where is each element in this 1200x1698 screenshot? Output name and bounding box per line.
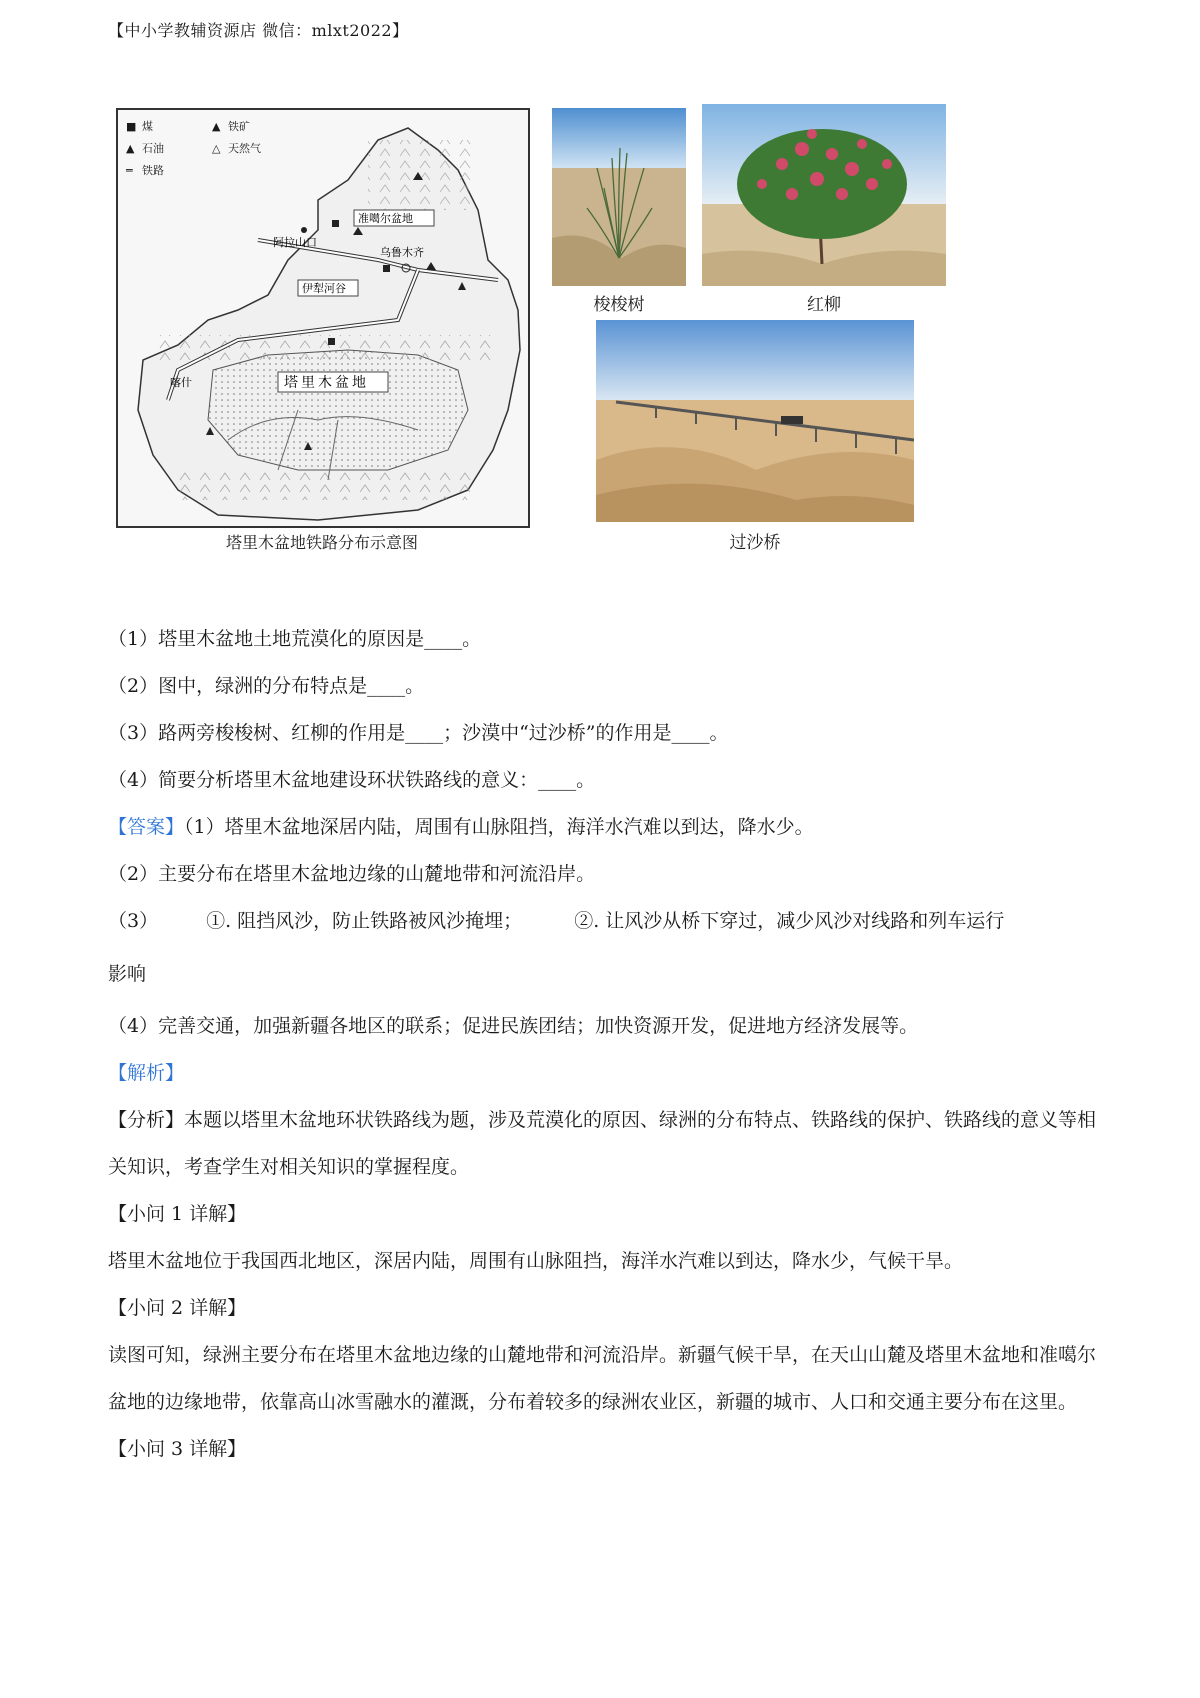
analysis-fenxi: 【分析】本题以塔里木盆地环状铁路线为题，涉及荒漠化的原因、绿洲的分布特点、铁路线的保护、铁路线的意义等相关知识，考查学生对相关知识的掌握程度。 [108,1109,1097,1178]
legend-symbol: ▲ [212,120,221,133]
label-junggar: 准噶尔盆地 [358,212,413,225]
map-caption: 塔里木盆地铁路分布示意图 [225,533,418,552]
answer-tag: 【答案】 [108,816,185,838]
legend-symbol: △ [212,142,221,155]
question-2: （2）图中，绿洲的分布特点是____。 [108,675,425,697]
legend-label: 石油 [142,142,164,155]
question-4: （4）简要分析塔里木盆地建设环状铁路线的意义：____。 [108,769,596,791]
coal-symbol [332,220,339,227]
saxaul-photo [552,108,686,286]
railway-map [108,104,536,554]
sub-question-2-text: 读图可知，绿洲主要分布在塔里木盆地边缘的山麓地带和河流沿岸。新疆气候干旱，在天山山麓及塔里木盆地和准噶尔盆地的边缘地带，依靠高山冰雪融水的灌溉，分布着较多的绿洲农业区，新疆的城市、人口和交通主要分布在这里。 [108,1344,1097,1413]
answer-3-part1: ①. 阻挡风沙，防止铁路被风沙掩埋； [206,910,523,932]
tamarisk-photo [702,104,946,286]
sub-question-1-text: 塔里木盆地位于我国西北地区，深居内陆，周围有山脉阻挡，海洋水汽难以到达，降水少，气候干旱。 [108,1250,964,1272]
answer-1-line [108,804,1098,851]
answer-4: （4）完善交通，加强新疆各地区的联系；促进民族团结；加快资源开发，促进地方经济发展等。 [108,1015,919,1037]
map-legend [126,116,298,182]
label-tarim: 塔里木盆地 [284,375,369,391]
legend-label: 煤 [142,120,153,133]
legend-symbol: ■ [126,120,137,133]
header-note: 【中小学教辅资源店 微信：mlxt2022】 [108,21,409,40]
analysis-tag: 【解析】 [108,1062,185,1084]
tarim-basin-area [208,350,468,470]
coal-symbol [383,265,390,272]
sub-question-2-title: 【小问 2 详解】 [108,1297,247,1319]
sand-bridge-photo [596,320,914,522]
map-frame [116,108,530,528]
mountain-pattern-altai [368,140,478,210]
answer-3-continued: 影响 [108,963,147,985]
legend-label: 铁路 [142,164,164,177]
answer-3-line [108,898,1098,945]
answer-3-part2: ②. 让风沙从桥下穿过，减少风沙对线路和列车运行 [574,910,1005,932]
question-1: （1）塔里木盆地土地荒漠化的原因是____。 [108,628,482,650]
sub-question-3-title: 【小问 3 详解】 [108,1438,247,1460]
label-urumqi: 乌鲁木齐 [380,246,424,259]
legend-label: 天然气 [228,142,261,155]
label-kashgar: 喀什 [170,376,192,389]
sand-bridge-caption: 过沙桥 [729,533,781,553]
legend-label: 铁矿 [228,120,250,133]
sub-question-1-title: 【小问 1 详解】 [108,1203,247,1225]
label-alashan: 阿拉山口 [273,236,317,249]
coal-symbol [328,338,335,345]
answer-3-number: （3） [108,910,159,932]
legend-symbol: ▲ [126,142,135,155]
figure-area [108,104,948,554]
saxaul-caption: 梭梭树 [593,295,645,315]
label-yili: 伊犁河谷 [302,282,346,295]
question-3: （3）路两旁梭梭树、红柳的作用是____；沙漠中“过沙桥”的作用是____。 [108,722,729,744]
answer-1: （1）塔里木盆地深居内陆，周围有山脉阻挡，海洋水汽难以到达，降水少。 [184,816,814,838]
alashan-point [301,227,307,233]
mountain-pattern-south [178,470,478,500]
question-content [108,616,1098,1473]
legend-symbol: ═ [126,164,133,177]
tamarisk-caption: 红柳 [807,295,841,315]
answer-2: （2）主要分布在塔里木盆地边缘的山麓地带和河流沿岸。 [108,863,596,885]
